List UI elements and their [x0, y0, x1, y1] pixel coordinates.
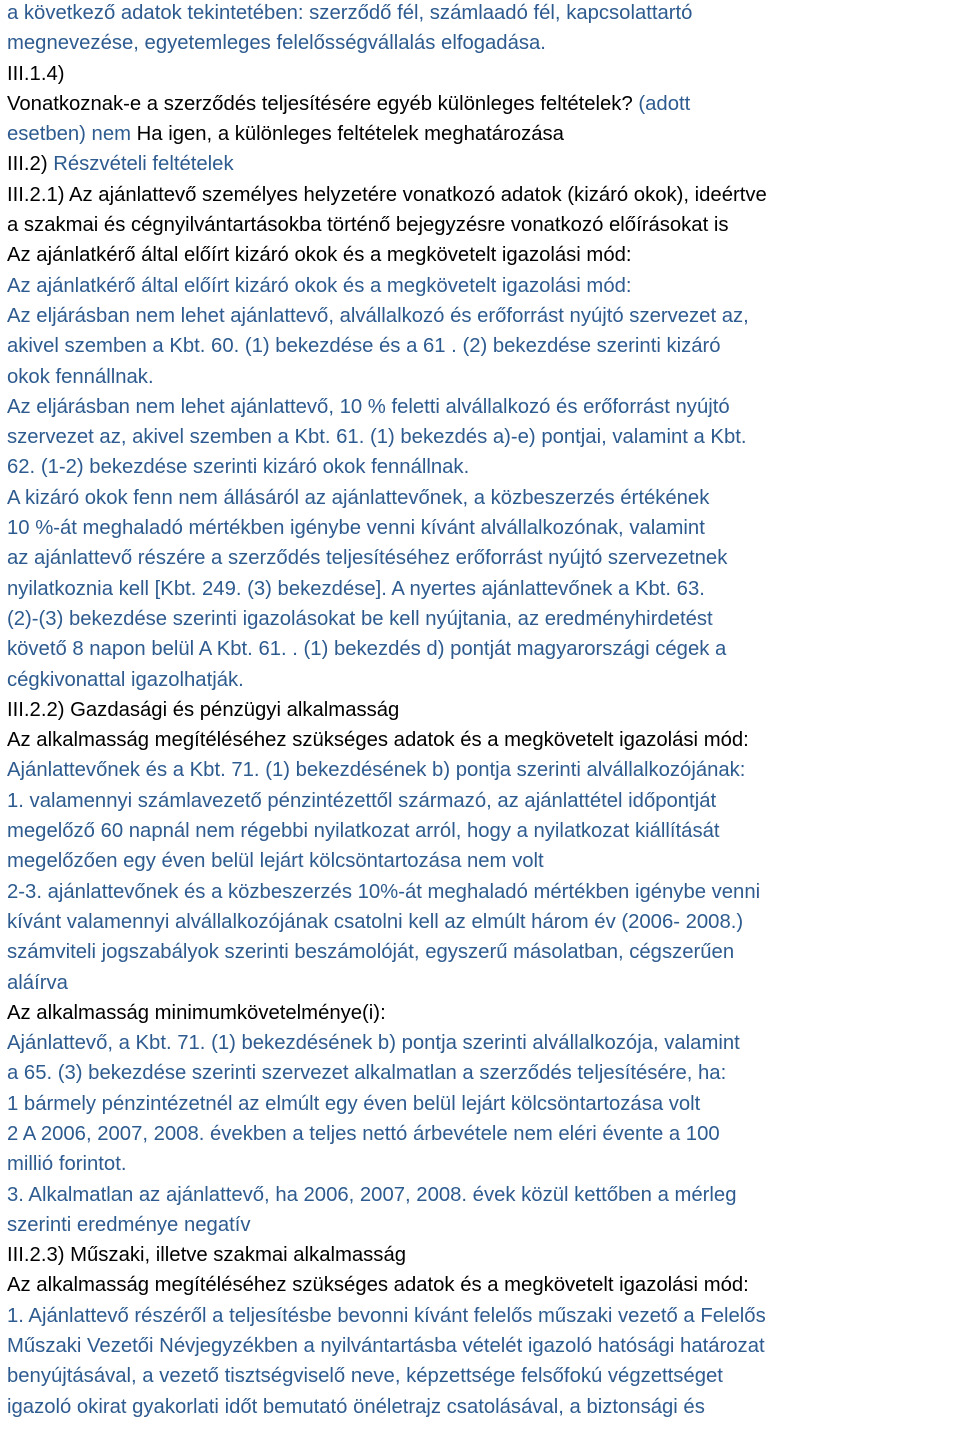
text-segment: szerinti eredménye negatív	[7, 1213, 251, 1236]
text-line	[7, 28, 960, 58]
text-line	[7, 695, 960, 725]
text-segment: nyilatkoznia kell [Kbt. 249. (3) bekezdése]. A nyertes ajánlattevőnek a Kbt. 63.	[7, 577, 705, 600]
text-line	[7, 968, 960, 998]
text-segment: 3. Alkalmatlan az ajánlattevő, ha 2006, 2007, 2008. évek közül kettőben a mérleg	[7, 1183, 737, 1206]
text-line	[7, 362, 960, 392]
text-segment: benyújtásával, a vezető tisztségviselő neve, képzettsége felsőfokú végzettséget	[7, 1365, 723, 1388]
text-line	[7, 180, 960, 210]
text-line	[7, 271, 960, 301]
text-line	[7, 331, 960, 361]
text-line	[7, 665, 960, 695]
text-segment: Az ajánlatkérő által előírt kizáró okok és a megkövetelt igazolási mód:	[7, 244, 632, 267]
text-segment: követő 8 napon belül A Kbt. 61. . (1) bekezdés d) pontját magyarországi cégek a	[7, 638, 727, 661]
text-line	[7, 1392, 960, 1422]
text-segment: III.1.4)	[7, 62, 65, 85]
text-segment: 10 %-át meghaladó mértékben igénybe venni kívánt alvállalkozónak, valamint	[7, 517, 705, 540]
text-line	[7, 1240, 960, 1270]
text-segment: aláírva	[7, 971, 68, 994]
text-line	[7, 240, 960, 270]
text-line	[7, 937, 960, 967]
text-segment: igazoló okirat gyakorlati időt bemutató önéletrajz csatolásával, a biztonsági és	[7, 1395, 705, 1418]
text-line	[7, 392, 960, 422]
text-segment: szervezet az, akivel szemben a Kbt. 61. (1) bekezdés a)-e) pontjai, valamint a Kbt.	[7, 426, 747, 449]
text-line	[7, 452, 960, 482]
text-line	[7, 301, 960, 331]
text-line	[7, 998, 960, 1028]
text-line	[7, 574, 960, 604]
text-line	[7, 149, 960, 179]
text-segment: Az alkalmasság megítéléséhez szükséges adatok és a megkövetelt igazolási mód:	[7, 1274, 749, 1297]
text-segment: (adott	[638, 92, 691, 115]
text-segment: a következő adatok tekintetében: szerződő fél, számlaadó fél, kapcsolattartó	[7, 2, 693, 24]
text-segment: 1 bármely pénzintézetnél az elmúlt egy éven belül lejárt kölcsöntartozása volt	[7, 1092, 701, 1115]
text-segment: megelőzően egy éven belül lejárt kölcsöntartozása nem volt	[7, 850, 544, 873]
text-segment: Az eljárásban nem lehet ajánlattevő, 10 % feletti alvállalkozó és erőforrást nyújtó	[7, 395, 730, 418]
text-line	[7, 846, 960, 876]
text-line	[7, 89, 960, 119]
text-segment: Műszaki Vezetői Névjegyzékben a nyilvántartásba vételét igazoló hatósági határozat	[7, 1335, 765, 1358]
text-segment: Részvételi feltételek	[53, 153, 234, 176]
text-line	[7, 59, 960, 89]
text-segment: számviteli jogszabályok szerinti beszámolóját, egyszerű másolatban, cégszerűen	[7, 941, 735, 964]
text-segment: III.2.2) Gazdasági és pénzügyi alkalmasság	[7, 698, 400, 721]
text-segment: 1. Ajánlattevő részéről a teljesítésbe bevonni kívánt felelős műszaki vezető a Felelős	[7, 1304, 766, 1327]
text-line	[7, 1119, 960, 1149]
text-segment: III.2.1) Az ajánlattevő személyes helyzetére vonatkozó adatok (kizáró okok), ideértve	[7, 183, 767, 206]
text-line	[7, 210, 960, 240]
text-line	[7, 0, 960, 28]
text-line	[7, 1270, 960, 1300]
text-line	[7, 877, 960, 907]
text-line	[7, 1210, 960, 1240]
text-segment: megelőző 60 napnál nem régebbi nyilatkozat arról, hogy a nyilatkozat kiállítását	[7, 820, 720, 843]
text-segment: 62. (1-2) bekezdése szerinti kizáró okok fennállnak.	[7, 456, 470, 479]
text-line	[7, 119, 960, 149]
text-line	[7, 755, 960, 785]
text-segment: esetben) nem	[7, 123, 137, 146]
text-segment: Ajánlattevőnek és a Kbt. 71. (1) bekezdésének b) pontja szerinti alvállalkozójának:	[7, 759, 746, 782]
text-line	[7, 786, 960, 816]
text-segment: Ha igen, a különleges feltételek meghatározása	[136, 123, 564, 146]
text-segment: III.2)	[7, 153, 54, 176]
text-segment: a 65. (3) bekezdése szerinti szervezet alkalmatlan a szerződés teljesítésére, ha:	[7, 1062, 727, 1085]
text-segment: megnevezése, egyetemleges felelősségvállalás elfogadása.	[7, 32, 546, 55]
text-segment: Az ajánlatkérő által előírt kizáró okok és a megkövetelt igazolási mód:	[7, 274, 632, 297]
text-line	[7, 604, 960, 634]
text-line	[7, 907, 960, 937]
text-segment: akivel szemben a Kbt. 60. (1) bekezdése és a 61 . (2) bekezdése szerinti kizáró	[7, 335, 721, 358]
text-segment: az ajánlattevő részére a szerződés teljesítéséhez erőforrást nyújtó szervezetnek	[7, 547, 728, 570]
text-line	[7, 513, 960, 543]
text-segment: kívánt valamennyi alvállalkozójának csatolni kell az elmúlt három év (2006- 2008.)	[7, 910, 744, 933]
text-segment: III.2.3) Műszaki, illetve szakmai alkalmasság	[7, 1244, 406, 1267]
text-segment: millió forintot.	[7, 1153, 127, 1176]
text-line	[7, 483, 960, 513]
text-line	[7, 725, 960, 755]
text-line	[7, 1028, 960, 1058]
text-line	[7, 1361, 960, 1391]
text-segment: Ajánlattevő, a Kbt. 71. (1) bekezdésének b) pontja szerinti alvállalkozója, valamint	[7, 1032, 740, 1055]
text-line	[7, 1089, 960, 1119]
text-segment: 2 A 2006, 2007, 2008. években a teljes nettó árbevétele nem eléri évente a 100	[7, 1122, 720, 1145]
text-segment: (2)-(3) bekezdése szerinti igazolásokat be kell nyújtania, az eredményhirdetést	[7, 607, 713, 630]
text-segment: okok fennállnak.	[7, 365, 154, 388]
text-line	[7, 1149, 960, 1179]
text-line	[7, 1180, 960, 1210]
text-segment: Vonatkoznak-e a szerződés teljesítésére egyéb különleges feltételek?	[7, 92, 639, 115]
text-line	[7, 422, 960, 452]
text-line	[7, 1058, 960, 1088]
text-segment: Az eljárásban nem lehet ajánlattevő, alvállalkozó és erőforrást nyújtó szervezet az,	[7, 304, 749, 327]
text-segment: a szakmai és cégnyilvántartásokba történő bejegyzésre vonatkozó előírásokat is	[7, 214, 729, 237]
text-segment: A kizáró okok fenn nem állásáról az ajánlattevőnek, a közbeszerzés értékének	[7, 486, 710, 509]
text-line	[7, 1301, 960, 1331]
text-segment: 1. valamennyi számlavezető pénzintézettől származó, az ajánlattétel időpontját	[7, 789, 717, 812]
text-segment: Az alkalmasság megítéléséhez szükséges adatok és a megkövetelt igazolási mód:	[7, 729, 749, 752]
text-segment: 2-3. ajánlattevőnek és a közbeszerzés 10%-át meghaladó mértékben igénybe venni	[7, 880, 761, 903]
text-line	[7, 816, 960, 846]
text-line	[7, 543, 960, 573]
text-segment: Az alkalmasság minimumkövetelménye(i):	[7, 1001, 386, 1024]
text-segment: cégkivonattal igazolhatják.	[7, 668, 244, 691]
text-line	[7, 1331, 960, 1361]
text-line	[7, 634, 960, 664]
